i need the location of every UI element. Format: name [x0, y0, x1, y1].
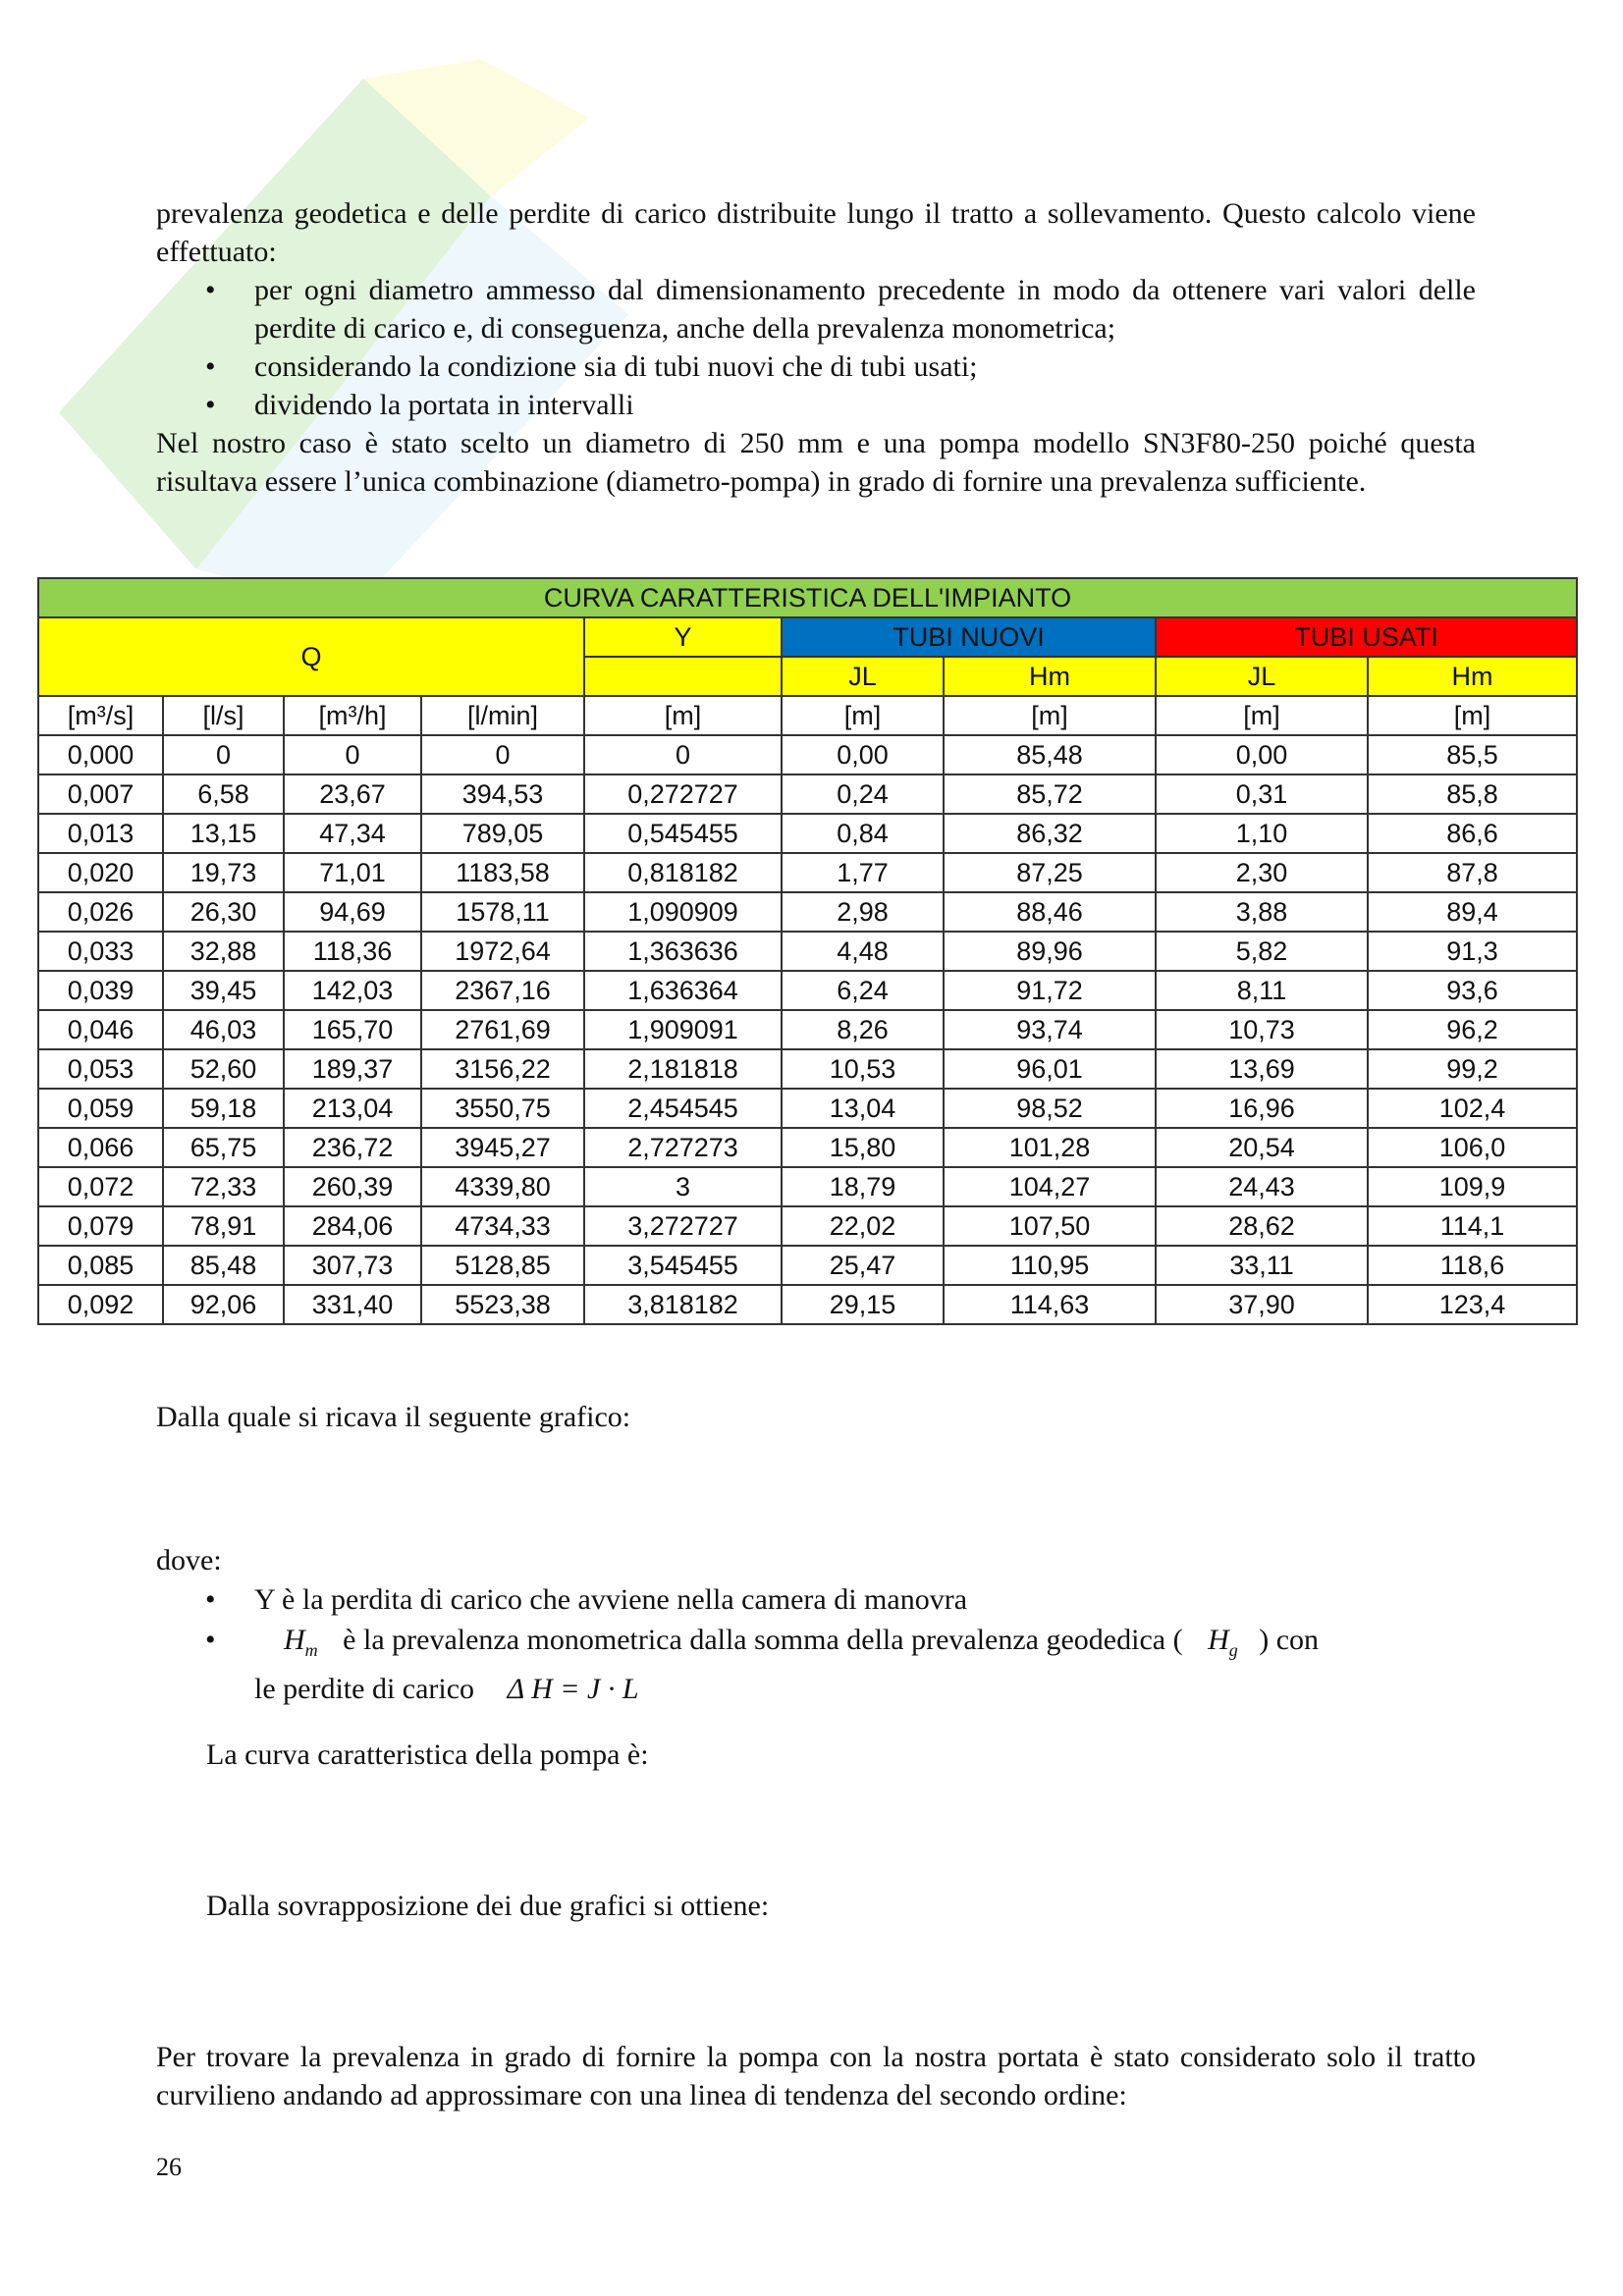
table-cell: 96,2	[1368, 1010, 1577, 1049]
unit-cell: [m]	[1156, 696, 1368, 735]
table-cell: 2,98	[782, 892, 944, 932]
table-cell: 16,96	[1156, 1089, 1368, 1128]
table-cell: 101,28	[944, 1128, 1156, 1167]
table-cell: 0,092	[38, 1285, 163, 1324]
table-cell: 1,363636	[584, 932, 782, 971]
pump-curve-text: La curva caratteristica della pompa è:	[206, 1738, 649, 1771]
table-cell: 89,96	[944, 932, 1156, 971]
header-tubi-usati: TUBI USATI	[1156, 617, 1577, 657]
table-cell: 3550,75	[421, 1089, 584, 1128]
header-new-jl: JL	[782, 657, 944, 696]
unit-cell: [m]	[584, 696, 782, 735]
table-cell: 89,4	[1368, 892, 1577, 932]
table-cell: 3,88	[1156, 892, 1368, 932]
table-cell: 3945,27	[421, 1128, 584, 1167]
table-cell: 189,37	[284, 1049, 421, 1089]
table-row	[38, 1206, 1577, 1246]
table-cell: 8,11	[1156, 971, 1368, 1010]
table-cell: 25,47	[782, 1246, 944, 1285]
table-cell: 19,73	[163, 853, 284, 892]
table-cell: 0,053	[38, 1049, 163, 1089]
table-cell: 1,77	[782, 853, 944, 892]
list-item: • considerando la condizione sia di tubi nuovi che di tubi usati;	[156, 347, 1476, 386]
table-row	[38, 971, 1577, 1010]
table-cell: 118,6	[1368, 1246, 1577, 1285]
table-cell: 5523,38	[421, 1285, 584, 1324]
table-cell: 13,69	[1156, 1049, 1368, 1089]
definition-list	[156, 1580, 1476, 1708]
table-cell: 0,00	[1156, 735, 1368, 774]
units-row	[38, 696, 1577, 735]
table-cell: 91,72	[944, 971, 1156, 1010]
table-cell: 165,70	[284, 1010, 421, 1049]
table-cell: 0,84	[782, 814, 944, 853]
table-cell: 260,39	[284, 1167, 421, 1206]
header-new-hm: Hm	[944, 657, 1156, 696]
unit-cell: [m³/h]	[284, 696, 421, 735]
table-cell: 85,5	[1368, 735, 1577, 774]
hg-subscript: g	[1228, 1640, 1238, 1660]
table-cell: 5128,85	[421, 1246, 584, 1285]
table-cell: 92,06	[163, 1285, 284, 1324]
table-cell: 2367,16	[421, 971, 584, 1010]
table-cell: 87,8	[1368, 853, 1577, 892]
table-cell: 39,45	[163, 971, 284, 1010]
table-cell: 118,36	[284, 932, 421, 971]
table-cell: 86,32	[944, 814, 1156, 853]
table-cell: 0	[163, 735, 284, 774]
table-cell: 0,072	[38, 1167, 163, 1206]
table-cell: 93,74	[944, 1010, 1156, 1049]
table-cell: 32,88	[163, 932, 284, 971]
intro-bullet-list	[156, 271, 1476, 424]
table-cell: 0	[421, 735, 584, 774]
table-cell: 8,26	[782, 1010, 944, 1049]
table-cell: 0,026	[38, 892, 163, 932]
list-item: • Y è la perdita di carico che avviene nella camera di manovra	[156, 1580, 1476, 1619]
table-row	[38, 735, 1577, 774]
table-cell: 22,02	[782, 1206, 944, 1246]
table-row	[38, 774, 1577, 814]
table-cell: 86,6	[1368, 814, 1577, 853]
table-cell: 47,34	[284, 814, 421, 853]
table-cell: 6,24	[782, 971, 944, 1010]
table-cell: 0	[584, 735, 782, 774]
table-cell: 52,60	[163, 1049, 284, 1089]
table-cell: 1183,58	[421, 853, 584, 892]
table-cell: 87,25	[944, 853, 1156, 892]
table-cell: 4734,33	[421, 1206, 584, 1246]
table-cell: 0,020	[38, 853, 163, 892]
table-cell: 93,6	[1368, 971, 1577, 1010]
table-cell: 106,0	[1368, 1128, 1577, 1167]
bullet2-text: è la prevalenza monometrica dalla somma della prevalenza geodedica (	[343, 1624, 1183, 1656]
table-cell: 10,53	[782, 1049, 944, 1089]
table-cell: 1,10	[1156, 814, 1368, 853]
table-cell: 0,079	[38, 1206, 163, 1246]
table-cell: 3,545455	[584, 1246, 782, 1285]
table-cell: 109,9	[1368, 1167, 1577, 1206]
list-item	[156, 1621, 1476, 1708]
table-cell: 20,54	[1156, 1128, 1368, 1167]
choice-paragraph: Nel nostro caso è stato scelto un diametro di 250 mm e una pompa modello SN3F80-250 poiché questa risultava essere l’unica combinazione (diametro-pompa) in grado di fornire una prevalenza sufficiente.	[156, 427, 1476, 498]
header-q: Q	[38, 617, 584, 696]
table-cell: 85,48	[163, 1246, 284, 1285]
table-cell: 24,43	[1156, 1167, 1368, 1206]
header-y: Y	[584, 617, 782, 657]
table-cell: 46,03	[163, 1010, 284, 1049]
list-item: • dividendo la portata in intervalli	[156, 386, 1476, 424]
table-cell: 0,007	[38, 774, 163, 814]
table-cell: 107,50	[944, 1206, 1156, 1246]
table-cell: 0	[284, 735, 421, 774]
table-cell: 29,15	[782, 1285, 944, 1324]
unit-cell: [m]	[1368, 696, 1577, 735]
table-cell: 13,15	[163, 814, 284, 853]
table-row	[38, 853, 1577, 892]
table-cell: 78,91	[163, 1206, 284, 1246]
table-cell: 331,40	[284, 1285, 421, 1324]
table-cell: 0,059	[38, 1089, 163, 1128]
table-cell: 13,04	[782, 1089, 944, 1128]
table-cell: 0,033	[38, 932, 163, 971]
table-cell: 1,636364	[584, 971, 782, 1010]
table-row	[38, 1010, 1577, 1049]
table-cell: 0,085	[38, 1246, 163, 1285]
table-cell: 59,18	[163, 1089, 284, 1128]
table-cell: 2,30	[1156, 853, 1368, 892]
unit-cell: [m³/s]	[38, 696, 163, 735]
table-cell: 2,727273	[584, 1128, 782, 1167]
formula: Δ H = J · L	[507, 1673, 639, 1705]
table-cell: 284,06	[284, 1206, 421, 1246]
table-cell: 2761,69	[421, 1010, 584, 1049]
unit-cell: [m]	[944, 696, 1156, 735]
table-cell: 65,75	[163, 1128, 284, 1167]
table-cell: 3	[584, 1167, 782, 1206]
table-cell: 1,909091	[584, 1010, 782, 1049]
table-cell: 2,454545	[584, 1089, 782, 1128]
table-cell: 10,73	[1156, 1010, 1368, 1049]
header-tubi-nuovi: TUBI NUOVI	[782, 617, 1156, 657]
table-cell: 85,72	[944, 774, 1156, 814]
table-cell: 102,4	[1368, 1089, 1577, 1128]
table-cell: 0,818182	[584, 853, 782, 892]
table-cell: 123,4	[1368, 1285, 1577, 1324]
table-row	[38, 1049, 1577, 1089]
table-cell: 94,69	[284, 892, 421, 932]
table-cell: 0,00	[782, 735, 944, 774]
table-cell: 18,79	[782, 1167, 944, 1206]
table-cell: 37,90	[1156, 1285, 1368, 1324]
table-row	[38, 1246, 1577, 1285]
table-cell: 85,48	[944, 735, 1156, 774]
table-cell: 0,272727	[584, 774, 782, 814]
table-cell: 4,48	[782, 932, 944, 971]
table-cell: 91,3	[1368, 932, 1577, 971]
table-row	[38, 1167, 1577, 1206]
table-cell: 96,01	[944, 1049, 1156, 1089]
hg-symbol: H	[1208, 1624, 1229, 1656]
list-item: • per ogni diametro ammesso dal dimensionamento precedente in modo da ottenere vari valori delle perdite di carico e, di conseguenza, anche della prevalenza monometrica;	[156, 271, 1476, 347]
table-row	[38, 1089, 1577, 1128]
hm-symbol: H	[284, 1624, 305, 1656]
table-cell: 0,545455	[584, 814, 782, 853]
table-cell: 3156,22	[421, 1049, 584, 1089]
table-cell: 0,013	[38, 814, 163, 853]
table-cell: 4339,80	[421, 1167, 584, 1206]
table-cell: 85,8	[1368, 774, 1577, 814]
bullet2-end: ) con	[1259, 1624, 1320, 1656]
table-cell: 72,33	[163, 1167, 284, 1206]
table-cell: 0,039	[38, 971, 163, 1010]
unit-cell: [l/s]	[163, 696, 284, 735]
table-cell: 1578,11	[421, 892, 584, 932]
table-cell: 6,58	[163, 774, 284, 814]
table-cell: 71,01	[284, 853, 421, 892]
table-row	[38, 1285, 1577, 1324]
table-cell: 33,11	[1156, 1246, 1368, 1285]
table-title: CURVA CARATTERISTICA DELL'IMPIANTO	[38, 578, 1577, 617]
table-cell: 3,818182	[584, 1285, 782, 1324]
table-cell: 104,27	[944, 1167, 1156, 1206]
table-cell: 0,000	[38, 735, 163, 774]
table-cell: 789,05	[421, 814, 584, 853]
table-cell: 98,52	[944, 1089, 1156, 1128]
hm-subscript: m	[304, 1640, 318, 1660]
graph-intro: Dalla quale si ricava il seguente grafico:	[156, 1401, 631, 1433]
table-cell: 0,046	[38, 1010, 163, 1049]
table-cell: 110,95	[944, 1246, 1156, 1285]
table-row	[38, 932, 1577, 971]
unit-cell: [m]	[782, 696, 944, 735]
bullet2-line2: le perdite di carico	[254, 1673, 475, 1705]
table-cell: 15,80	[782, 1128, 944, 1167]
intro-paragraph: prevalenza geodetica e delle perdite di carico distribuite lungo il tratto a sollevamento. Questo calcolo viene effettuato:	[156, 197, 1476, 268]
table-cell: 28,62	[1156, 1206, 1368, 1246]
overlap-text: Dalla sovrapposizione dei due grafici si ottiene:	[206, 1890, 770, 1922]
dove-label: dove:	[156, 1544, 222, 1576]
table-cell: 114,1	[1368, 1206, 1577, 1246]
table-cell: 236,72	[284, 1128, 421, 1167]
table-cell: 88,46	[944, 892, 1156, 932]
page-number: 26	[156, 2153, 182, 2181]
unit-cell: [l/min]	[421, 696, 584, 735]
characteristic-curve-table	[37, 577, 1578, 1325]
table-cell: 114,63	[944, 1285, 1156, 1324]
header-used-hm: Hm	[1368, 657, 1577, 696]
table-cell: 394,53	[421, 774, 584, 814]
table-cell: 0,24	[782, 774, 944, 814]
table-cell: 1,090909	[584, 892, 782, 932]
table-row	[38, 892, 1577, 932]
table-cell: 1972,64	[421, 932, 584, 971]
table-cell: 0,066	[38, 1128, 163, 1167]
table-row	[38, 814, 1577, 853]
table-cell: 23,67	[284, 774, 421, 814]
table-cell: 307,73	[284, 1246, 421, 1285]
header-y-empty	[584, 657, 782, 696]
table-cell: 142,03	[284, 971, 421, 1010]
table-cell: 3,272727	[584, 1206, 782, 1246]
table-cell: 2,181818	[584, 1049, 782, 1089]
table-cell: 26,30	[163, 892, 284, 932]
header-used-jl: JL	[1156, 657, 1368, 696]
table-cell: 5,82	[1156, 932, 1368, 971]
table-row	[38, 1128, 1577, 1167]
final-paragraph: Per trovare la prevalenza in grado di fornire la pompa con la nostra portata è stato considerato solo il tratto curvilieno andando ad approssimare con una linea di tendenza del secondo ordine:	[156, 2041, 1476, 2111]
table-cell: 0,31	[1156, 774, 1368, 814]
table-cell: 213,04	[284, 1089, 421, 1128]
table-cell: 99,2	[1368, 1049, 1577, 1089]
